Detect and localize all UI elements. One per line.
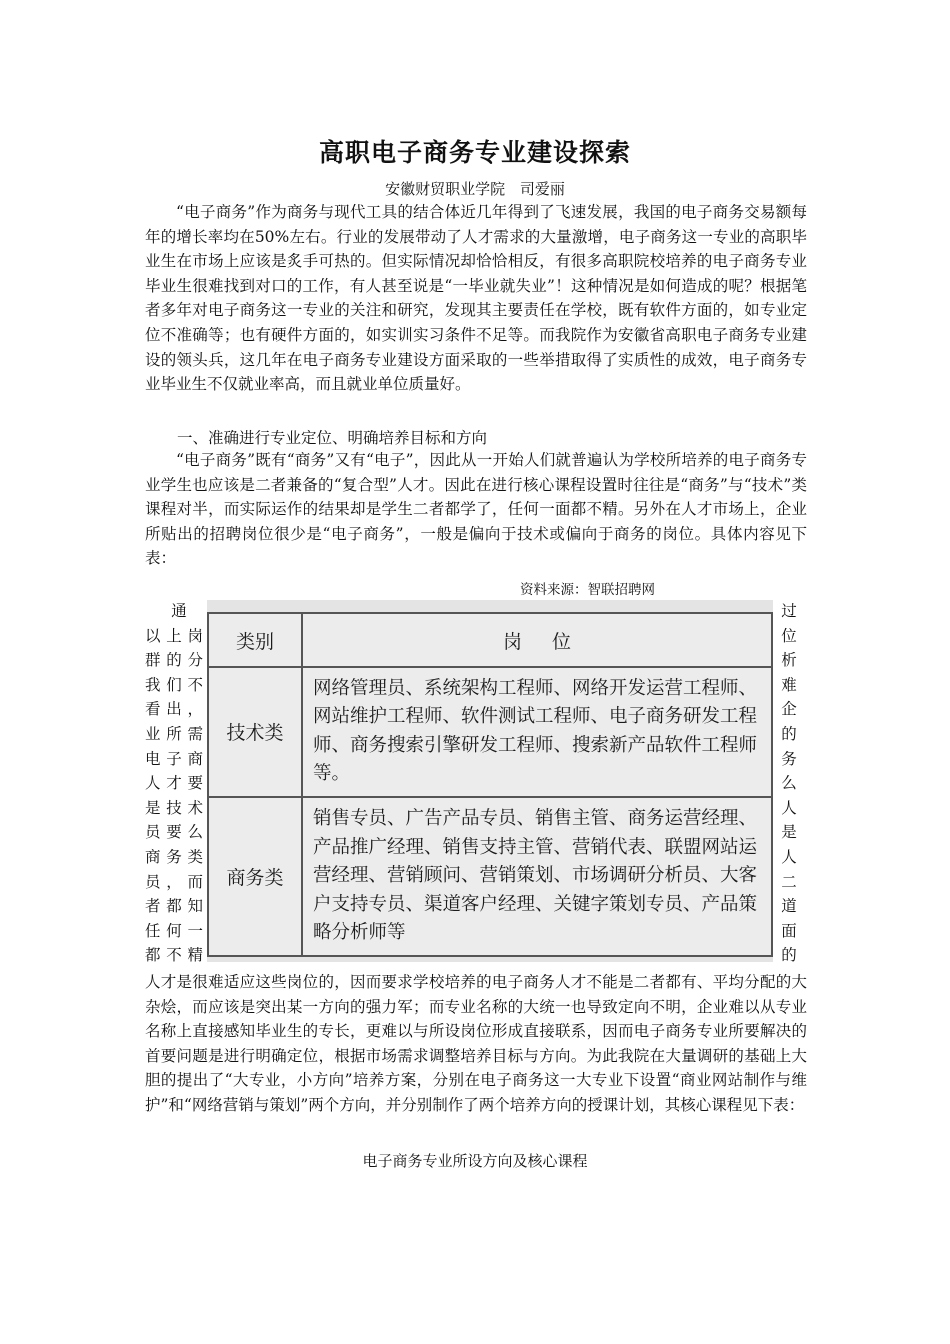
- wrap-right-char: 位: [781, 626, 797, 645]
- job-table-image: [207, 600, 773, 962]
- wrap-right-char: 的: [781, 946, 797, 965]
- table-row: [208, 797, 772, 956]
- wrap-left-line: 者都知: [145, 897, 203, 916]
- row-positions: 网络管理员、系统架构工程师、网络开发运营工程师、网站维护工程师、软件测试工程师、电子商务研发工程师、商务搜索引擎研发工程师、搜索新产品软件工程师等。: [302, 667, 772, 797]
- wrap-left-line: 商务类: [145, 847, 203, 866]
- intro-paragraph: “电子商务”作为商务与现代工具的结合体近几年得到了飞速发展，我国的电子商务交易额每年的增长率均在50%左右。行业的发展带动了人才需求的大量激增，电子商务这一专业的高职毕业生在市场上应该是炙手可热的。但实际情况却恰恰相反，有很多高职院校培养的电子商务专业毕业生很难找到对口的工作，有人甚至说是“一毕业就失业”！这种情况是如何造成的呢？根据笔者多年对电子商务这一专业的关注和研究，发现其主要责任在学校，既有软件方面的，如专业定位不准确等；也有硬件方面的，如实训实习条件不足等。而我院作为安徽省高职电子商务专业建设的领头兵，这几年在电子商务专业建设方面采取的一些举措取得了实质性的成效，电子商务专业毕业生不仅就业率高，而且就业单位质量好。: [145, 203, 807, 394]
- table-row: [208, 667, 772, 797]
- wrap-left-line: 任何一: [145, 921, 203, 940]
- row-category: 技术类: [208, 667, 302, 797]
- job-positions-table: [207, 612, 773, 957]
- wrap-left-line: 电子商: [145, 749, 203, 768]
- wrap-right-char: 人: [781, 798, 797, 817]
- wrap-right-char: 难: [781, 675, 797, 694]
- wrap-left-line: 人才要: [145, 774, 203, 793]
- wrap-right-char: 析: [781, 651, 797, 670]
- wrap-left-line: 群的分: [145, 651, 203, 670]
- wrap-right-char: 面: [781, 921, 797, 940]
- wrap-left-line: 员，而: [145, 872, 203, 891]
- wrap-left-line: 员要么: [145, 823, 203, 842]
- wrap-left-line: 以上岗: [145, 626, 203, 645]
- author-byline: 安徽财贸职业学院 司爱丽: [385, 180, 565, 198]
- header-category: 类别: [208, 613, 302, 667]
- positioning-paragraph: “电子商务”既有“商务”又有“电子”，因此从一开始人们就普遍认为学校所培养的电子商务专业学生也应该是二者兼备的“复合型”人才。因此在进行核心课程设置时往往是“商务”与“技术”类课程对半，而实际运作的结果却是学生二者都学了，任何一面都不精。另外在人才市场上，企业所贴出的招聘岗位很少是“电子商务”，一般是偏向于技术或偏向于商务的岗位。具体内容见下表：: [145, 451, 807, 568]
- wrap-right-char: 的: [781, 724, 797, 743]
- row-positions: 销售专员、广告产品专员、销售主管、商务运营经理、产品推广经理、销售支持主管、营销代表、联盟网站运营经理、营销顾问、营销策划、市场调研分析员、大客户支持专员、渠道客户经理、关键字策划专员、产品策略分析师等: [302, 797, 772, 956]
- wrap-right-char: 么: [781, 774, 797, 793]
- wrap-left-line: 通: [171, 602, 187, 620]
- wrap-left-line: 是技术: [145, 798, 203, 817]
- conclusion-paragraph: 人才是很难适应这些岗位的，因而要求学校培养的电子商务人才不能是二者都有、平均分配的大杂烩，而应该是突出某一方向的强力军；而专业名称的大统一也导致定向不明，企业难以从专业名称上直接感知毕业生的专长，更难以与所设岗位形成直接联系，因而电子商务专业所要解决的首要问题是进行明确定位，根据市场需求调整培养目标与方向。为此我院在大量调研的基础上大胆的提出了“大专业，小方向”培养方案，分别在电子商务这一大专业下设置“商业网站制作与维护”和“网络营销与策划”两个方向，并分别制作了两个培养方向的授课计划，其核心课程见下表：: [145, 973, 807, 1114]
- article-title: 高职电子商务专业建设探索: [318, 138, 631, 167]
- row-category: 商务类: [208, 797, 302, 956]
- wrap-left-line: 看出，: [145, 700, 203, 719]
- wrap-left-line: 我们不: [145, 675, 203, 694]
- wrapped-text-right: [778, 599, 800, 968]
- wrap-right-char: 二: [781, 872, 797, 891]
- wrap-right-char: 是: [781, 823, 797, 842]
- wrap-left-line: 业所需: [145, 724, 203, 743]
- header-positions: 岗 位: [302, 613, 772, 667]
- wrap-right-char: 过: [781, 602, 797, 620]
- wrap-right-char: 务: [781, 749, 797, 768]
- wrapped-text-left: [145, 599, 203, 968]
- table-source-note: 资料来源：智联招聘网: [520, 582, 655, 598]
- wrap-left-line: 都不精: [145, 946, 203, 965]
- section-heading-1: 一、准确进行专业定位、明确培养目标和方向: [177, 429, 488, 447]
- table-header-row: [208, 613, 772, 667]
- next-table-caption: 电子商务专业所设方向及核心课程: [362, 1152, 588, 1170]
- wrap-right-char: 人: [781, 847, 797, 866]
- wrap-right-char: 企: [781, 700, 797, 719]
- wrap-right-char: 道: [781, 897, 797, 916]
